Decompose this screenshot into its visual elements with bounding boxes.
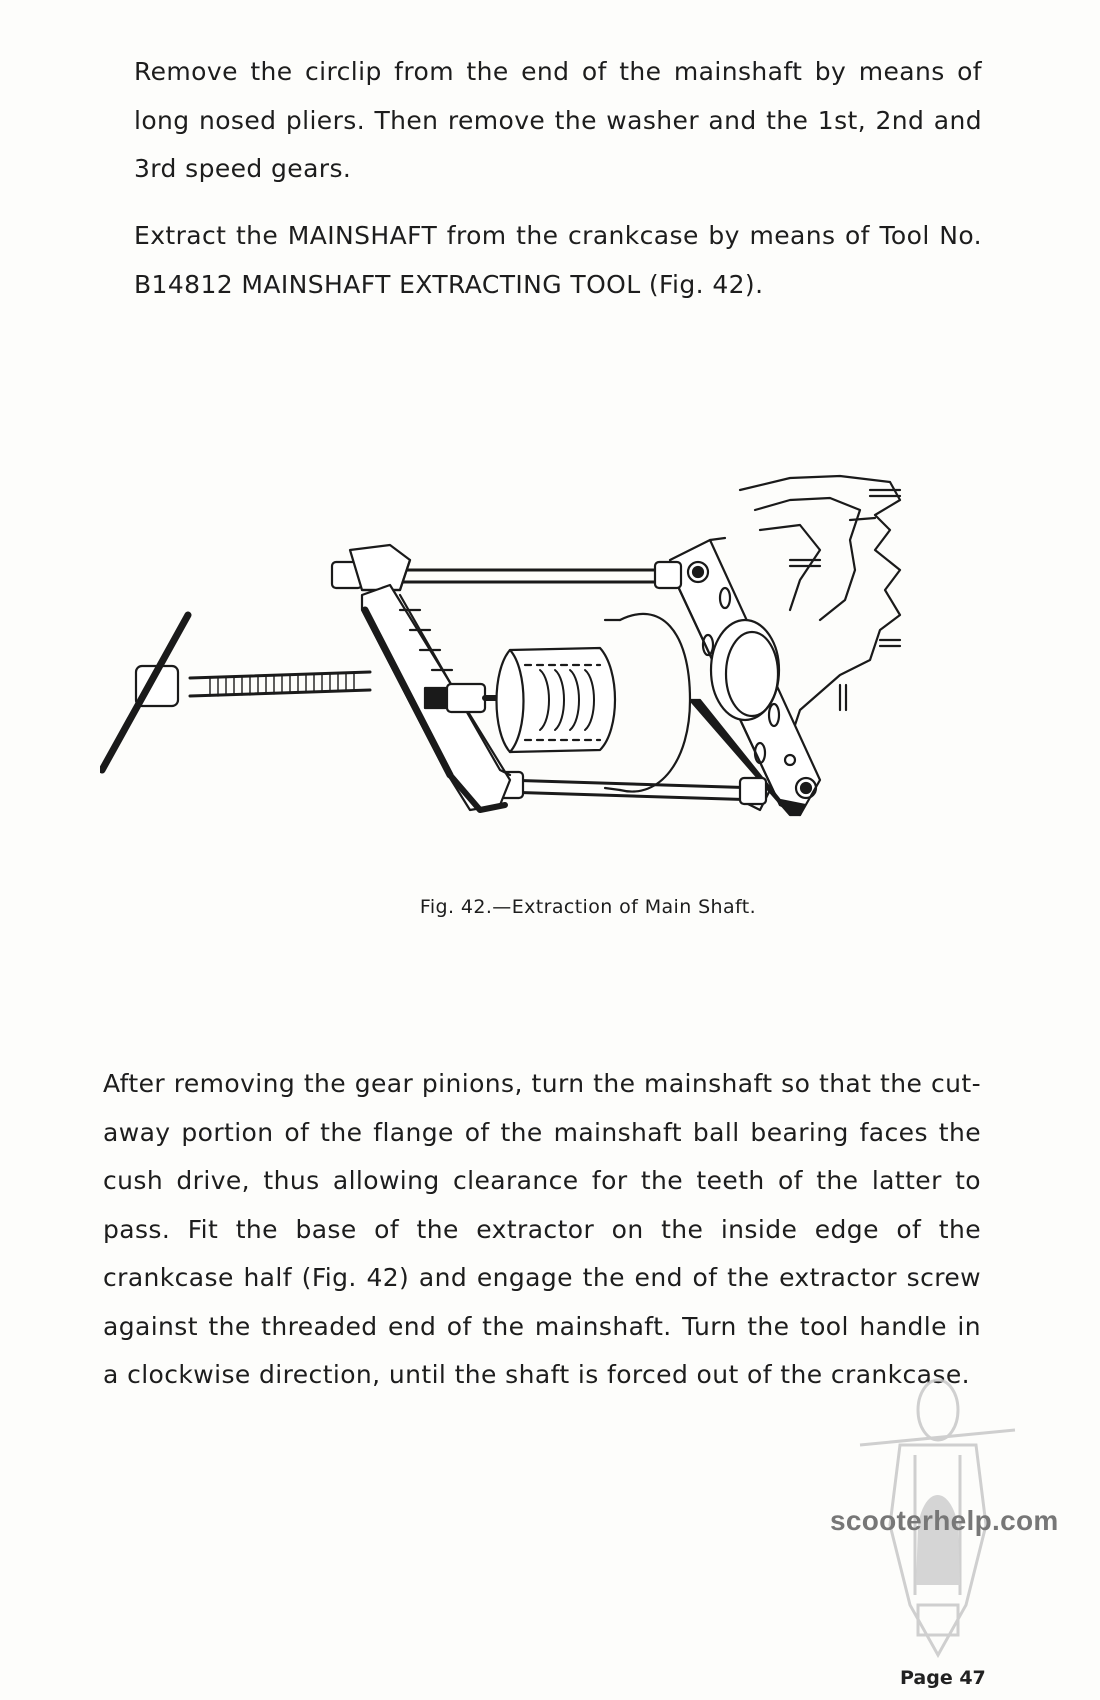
cush-drive-cylinder [497,648,616,752]
paragraph-extraction-procedure: After removing the gear pinions, turn the mainshaft so that the cut-away portion of the flange of the mainshaft ball bearing faces the cush drive, thus allowing clearance for the teeth of the latter to pass. Fit the base of the extractor on the inside edge of the crankcase half (Fig. 42) and engage the end of the extractor screw against the threaded end of the mainshaft. Turn the tool handle in a clockwise direction, until the shaft is forced out of the crankcase. [103,1069,981,1389]
page-number: Page 47 [900,1667,986,1689]
mainshaft-extractor-drawing [100,470,980,890]
figure-caption: Fig. 42.—Extraction of Main Shaft. [419,896,757,918]
figure-42-illustration [100,470,980,890]
paragraph-extract-mainshaft: Extract the MAINSHAFT from the crankcase by means of Tool No. B14812 MAINSHAFT EXTRACTING TOOL (Fig. 42). [134,221,982,299]
extractor-top-block [350,545,410,590]
paragraph-circlip-removal: Remove the circlip from the end of the mainshaft by means of long nosed pliers. Then remove the washer and the 1st, 2nd and 3rd speed gears. [134,57,982,183]
watermark-text: scooterhelp.com [830,1505,1059,1536]
